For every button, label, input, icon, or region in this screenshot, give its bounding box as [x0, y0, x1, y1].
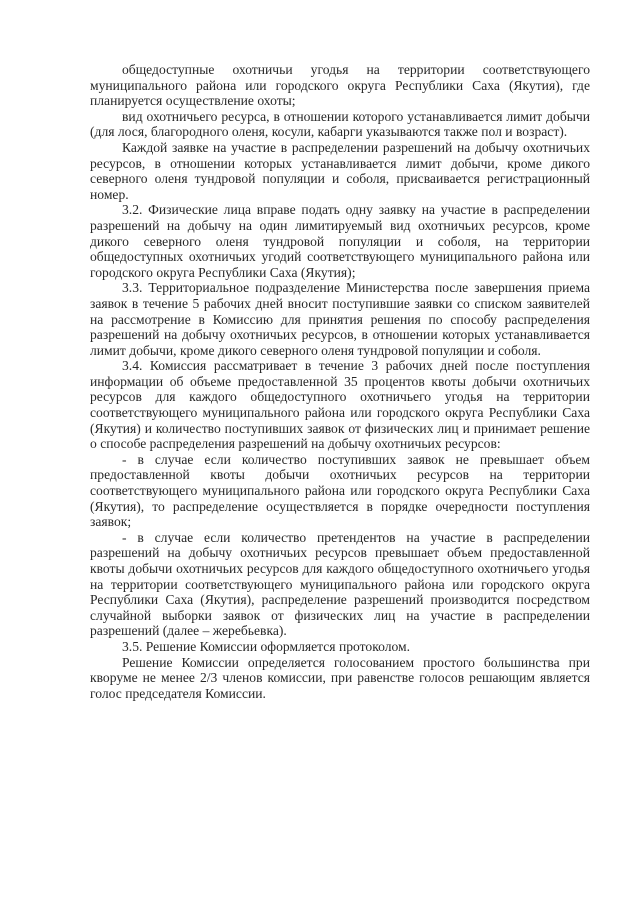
paragraph-3-2: 3.2. Физические лица вправе подать одну заявку на участие в распределении разрешений на добычу на один лимитируемый вид охотничьих ресурсов, кроме дикого северного оленя тундровой популяции и соболя, на территории общедоступных охотничьих угодий соответствующего муниципального района или городского округа Республики Саха (Якутия);: [90, 202, 590, 280]
paragraph-commission-decision: Решение Комиссии определяется голосованием простого большинства при кворуме не менее 2/3 членов комиссии, при равенстве голосов решающим является голос председателя Комиссии.: [90, 654, 590, 701]
paragraph-3-5: 3.5. Решение Комиссии оформляется протоколом.: [122, 638, 411, 654]
paragraph-case-not-exceeding: - в случае если количество поступивших заявок не превышает объем предоставленной квоты добычи охотничьих ресурсов на территории соответствующего муниципального района или городского округа Республики Саха (Якутия), то распределение осуществляется в порядке очередности поступления заявок;: [90, 451, 590, 530]
paragraph-registration-number: Каждой заявке на участие в распределении разрешений на добычу охотничьих ресурсов, в отношении которых устанавливается лимит добычи, кроме дикого северного оленя тундровой популяции и соболя, присваивается регистрационный номер.: [90, 139, 590, 202]
paragraph-3-4: 3.4. Комиссия рассматривает в течение 3 рабочих дней после поступления информации об объеме предоставленной 35 процентов квоты добычи охотничьих ресурсов для каждого общедоступного охотничьего угодья на территории соответствующего муниципального района или городского округа Республики Саха (Якутия) и количество поступивших заявок от физических лиц и принимает решение о способе распределения разрешений на добычу охотничьих ресурсов:: [90, 358, 590, 452]
paragraph-resource-type: вид охотничьего ресурса, в отношении которого устанавливается лимит добычи (для лося, благородного оленя, косули, кабарги указываются также пол и возраст).: [90, 108, 590, 140]
document-page: [90, 62, 590, 701]
paragraph-3-3: 3.3. Территориальное подразделение Министерства после завершения приема заявок в течение 5 рабочих дней вносит поступившие заявки со списком заявителей на рассмотрение в Комиссию для принятия решения по способу распределения разрешений на добычу охотничьих ресурсов, в отношении которых устанавливается лимит добычи, кроме дикого северного оленя тундровой популяции и соболя.: [90, 280, 590, 358]
paragraph-case-exceeding: - в случае если количество претендентов на участие в распределении разрешений на добычу охотничьих ресурсов превышает объем предоставленной квоты добычи охотничьих ресурсов для каждого общедоступного охотничьего угодья на территории соответствующего муниципального района или городского округа Республики Саха (Якутия), распределение разрешений производится посредством случайной выборки заявок от физических лиц на участие в распределении разрешений (далее – жеребьевка).: [90, 529, 590, 639]
paragraph-hunting-grounds: общедоступные охотничьи угодья на территории соответствующего муниципального района или городского округа Республики Саха (Якутия), где планируется осуществление охоты;: [90, 62, 590, 109]
